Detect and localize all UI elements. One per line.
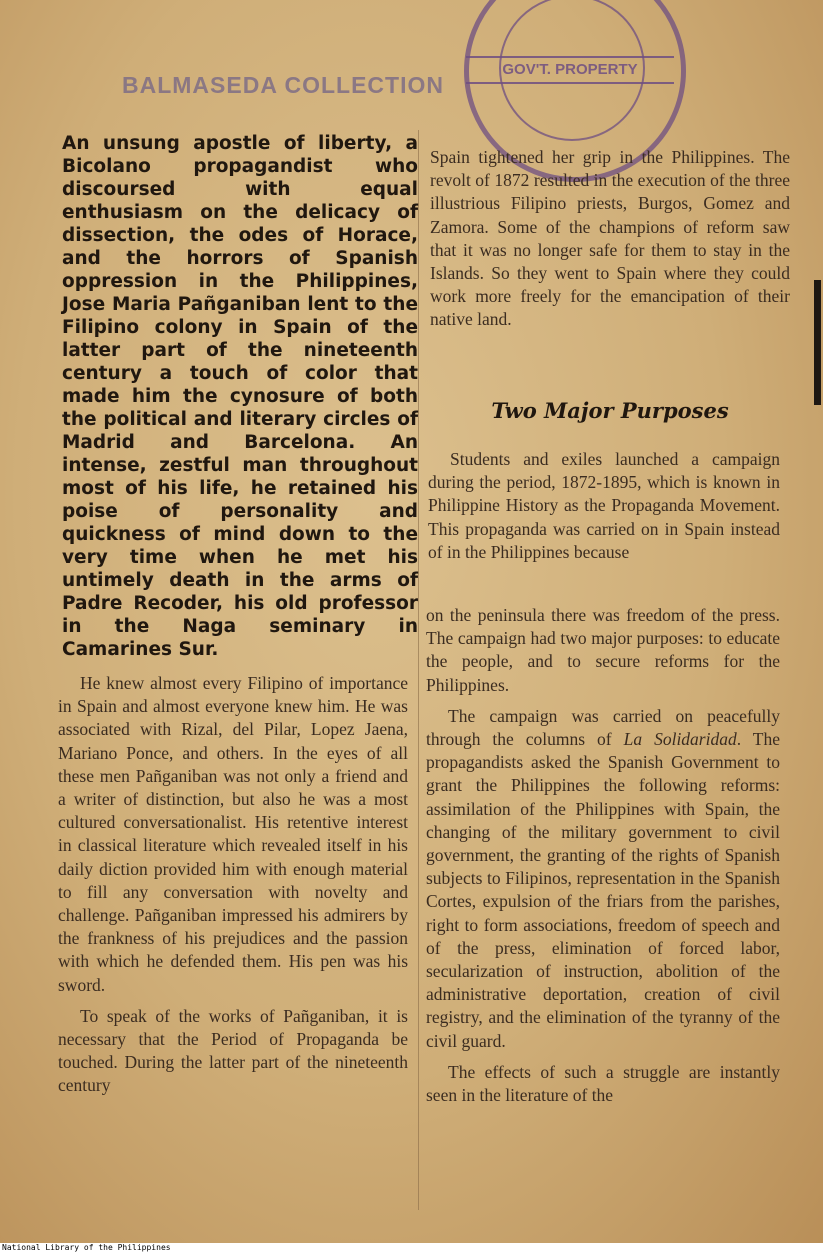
right-column-top (430, 146, 790, 332)
lead-text: An unsung apostle of liberty, a Bicolano propagandist who discoursed with equal enthusiasm on the delicacy of dissection, the odes of Horace, and the horrors of Spanish oppression in the Philippines, Jose Maria Pañganiban lent to the Filipino colony in Spain of the latter part of the nineteenth century a touch of color that made him the cynosure of both the political and literary circles of Madrid and Barcelona. An intense, zestful man throughout most of his life, he retained his poise of personality and quickness of mind down to the very time when he met his untimely death in the arms of Padre Recoder, his old professor in the Naga seminary in Camarines Sur. (62, 133, 418, 660)
paragraph-right-2: Students and exiles launched a campaign during the period, 1872-1895, which is known in Philippine History as the Propaganda Movement. This propaganda was carried on in Spain instead of in the Philippines because (428, 449, 780, 562)
lead-paragraph (62, 132, 418, 661)
column-divider (418, 130, 419, 1210)
paragraph-right-4-start: The campaign was carried on peacefully through the columns of (426, 705, 780, 750)
paragraph-left-1: He knew almost every Filipino of importance in Spain and almost everyone knew him. He was associated with Rizal, del Pilar, Lopez Jaena, Mariano Ponce, and others. In the eyes of all these men Pañganiban was not only a friend and a writer of distinction, but also he was a most cultured conversationalist. His retentive interest in classical literature which revealed itself in his daily diction provided him with enough material to fill any conversation with novelty and challenge. Pañganiban impressed his admirers by the frankness of his prejudices and the passion with which he defended them. His pen was his sword. (58, 673, 408, 995)
paragraph-right-5: The effects of such a struggle are instantly seen in the literature of the (426, 1061, 780, 1106)
subheading: Two Major Purposes (491, 398, 729, 423)
paragraph-right-4 (426, 705, 780, 1053)
footer-credit: National Library of the Philippines (0, 1243, 823, 1253)
newspaper-title: La Solidaridad (623, 729, 737, 750)
paragraph-right-4-end: . The propagandists asked the Spanish Government to grant the Philippines the following reforms: assimilation of the Philippines with Spain, the changing of the military government to civil government, the granting of the rights of Spanish subjects to Filipinos, representation in the Spanish Cortes, expulsion of the friars from the parishes, right to form associations, freedom of speech and of the press, elimination of forced labor, secularization of instruction, abolition of the administrative deportation, creation of civil registry, and the elimination of the tyranny of the civil guard. (426, 729, 780, 1051)
right-column-bottom (426, 604, 780, 1107)
seal-band-text: GOV'T. PROPERTY (466, 56, 674, 84)
paragraph-right-3: on the peninsula there was freedom of the press. The campaign had two major purposes: to educate the people, and to secure reforms for the Philippines. (426, 605, 780, 695)
edge-mark (814, 280, 821, 405)
right-column-middle (428, 448, 780, 564)
left-column-body (58, 672, 408, 1098)
paragraph-right-1: Spain tightened her grip in the Philippines. The revolt of 1872 resulted in the execution of the three illustrious Filipino priests, Burgos, Gomez and Zamora. Some of the champions of reform saw that it was no longer safe for them to stay in the Islands. So they went to Spain where they could work more freely for the emancipation of their native land. (430, 147, 790, 330)
collection-stamp: BALMASEDA COLLECTION (122, 72, 444, 98)
paragraph-left-2: To speak of the works of Pañganiban, it is necessary that the Period of Propaganda be touched. During the latter part of the nineteenth century (58, 1005, 408, 1096)
